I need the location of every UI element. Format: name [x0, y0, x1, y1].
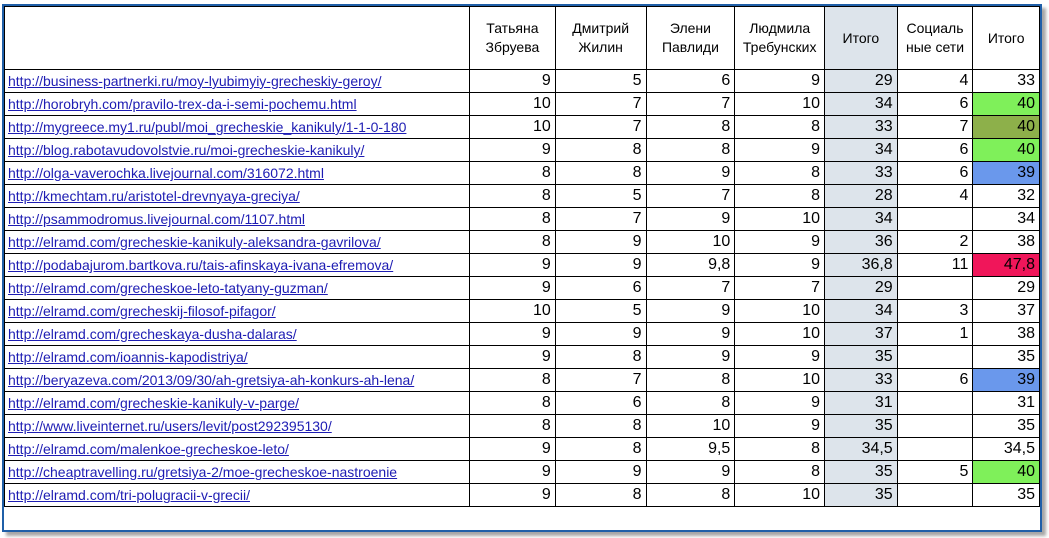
total-judges-cell[interactable]: 34 — [825, 208, 898, 231]
header-social[interactable]: Социаль ные сети — [897, 7, 973, 70]
table-row — [5, 139, 1040, 162]
total-final-cell[interactable]: 35 — [973, 484, 1040, 507]
score-trebunskih-cell[interactable]: 8 — [735, 116, 825, 139]
table-row — [5, 70, 1040, 93]
url-link[interactable]: http://beryazeva.com/2013/09/30/ah-gretsiya-ah-konkurs-ah-lena/ — [8, 372, 415, 388]
score-trebunskih-cell[interactable]: 10 — [735, 208, 825, 231]
total-judges-cell[interactable]: 36 — [825, 231, 898, 254]
total-final-cell[interactable]: 40 — [973, 461, 1040, 484]
score-zbrueva-cell[interactable]: 10 — [470, 93, 556, 116]
score-trebunskih-cell[interactable]: 9 — [735, 139, 825, 162]
scores-table — [4, 6, 1040, 507]
url-link[interactable]: http://elramd.com/grecheskie-kanikuly-v-parge/ — [8, 395, 300, 411]
url-cell[interactable] — [5, 438, 470, 461]
score-pavlidi-cell[interactable]: 9 — [646, 208, 735, 231]
url-cell[interactable] — [5, 484, 470, 507]
social-cell[interactable]: 4 — [897, 70, 973, 93]
score-trebunskih-cell[interactable]: 9 — [735, 392, 825, 415]
url-cell[interactable] — [5, 139, 470, 162]
total-final-cell[interactable]: 33 — [973, 70, 1040, 93]
score-zhilin-cell[interactable]: 5 — [555, 70, 646, 93]
url-link[interactable]: http://elramd.com/grecheskie-kanikuly-aleksandra-gavrilova/ — [8, 234, 381, 250]
url-cell[interactable] — [5, 231, 470, 254]
score-zbrueva-cell[interactable]: 10 — [470, 300, 556, 323]
url-cell[interactable] — [5, 392, 470, 415]
url-link[interactable]: http://elramd.com/malenkoe-grecheskoe-leto/ — [8, 441, 289, 457]
score-pavlidi-cell[interactable]: 9,5 — [646, 438, 735, 461]
total-judges-cell[interactable]: 37 — [825, 323, 898, 346]
total-judges-cell[interactable]: 36,8 — [825, 254, 898, 277]
social-cell[interactable]: 4 — [897, 185, 973, 208]
score-zbrueva-cell[interactable]: 9 — [470, 277, 556, 300]
score-pavlidi-cell[interactable]: 9 — [646, 346, 735, 369]
score-trebunskih-cell[interactable]: 9 — [735, 70, 825, 93]
score-zhilin-cell[interactable]: 7 — [555, 116, 646, 139]
score-trebunskih-cell[interactable]: 7 — [735, 277, 825, 300]
total-final-cell[interactable]: 35 — [973, 346, 1040, 369]
score-trebunskih-cell[interactable]: 10 — [735, 323, 825, 346]
score-trebunskih-cell[interactable]: 10 — [735, 484, 825, 507]
score-pavlidi-cell[interactable]: 10 — [646, 415, 735, 438]
table-row — [5, 369, 1040, 392]
total-final-cell[interactable]: 38 — [973, 231, 1040, 254]
social-cell[interactable]: 6 — [897, 139, 973, 162]
table-row — [5, 392, 1040, 415]
total-final-cell[interactable]: 32 — [973, 185, 1040, 208]
score-zbrueva-cell[interactable]: 8 — [470, 369, 556, 392]
score-zbrueva-cell[interactable]: 8 — [470, 415, 556, 438]
total-judges-cell[interactable]: 31 — [825, 392, 898, 415]
score-pavlidi-cell[interactable]: 10 — [646, 231, 735, 254]
url-cell[interactable] — [5, 300, 470, 323]
score-zhilin-cell[interactable]: 7 — [555, 208, 646, 231]
table-row — [5, 93, 1040, 116]
score-zhilin-cell[interactable]: 5 — [555, 185, 646, 208]
total-judges-cell[interactable]: 29 — [825, 277, 898, 300]
social-cell[interactable]: 7 — [897, 116, 973, 139]
url-cell[interactable] — [5, 208, 470, 231]
table-row — [5, 254, 1040, 277]
score-zhilin-cell[interactable]: 8 — [555, 346, 646, 369]
url-link[interactable]: http://kmechtam.ru/aristotel-drevnyaya-greciya/ — [8, 188, 300, 204]
table-row — [5, 484, 1040, 507]
score-zbrueva-cell[interactable]: 8 — [470, 231, 556, 254]
score-trebunskih-cell[interactable]: 8 — [735, 438, 825, 461]
score-zbrueva-cell[interactable]: 9 — [470, 139, 556, 162]
score-zhilin-cell[interactable]: 8 — [555, 162, 646, 185]
total-final-cell[interactable]: 38 — [973, 323, 1040, 346]
social-cell[interactable] — [897, 277, 973, 300]
url-cell[interactable] — [5, 346, 470, 369]
social-cell[interactable]: 6 — [897, 162, 973, 185]
total-final-cell[interactable]: 35 — [973, 415, 1040, 438]
score-pavlidi-cell[interactable]: 6 — [646, 70, 735, 93]
url-link[interactable]: http://elramd.com/grecheskij-filosof-pifagor/ — [8, 303, 276, 319]
score-pavlidi-cell[interactable]: 7 — [646, 93, 735, 116]
url-link[interactable]: http://olga-vaverochka.livejournal.com/316072.html — [8, 165, 324, 181]
score-zhilin-cell[interactable]: 9 — [555, 254, 646, 277]
score-trebunskih-cell[interactable]: 10 — [735, 369, 825, 392]
social-cell[interactable]: 1 — [897, 323, 973, 346]
total-final-cell[interactable]: 40 — [973, 116, 1040, 139]
score-zbrueva-cell[interactable]: 10 — [470, 116, 556, 139]
table-row — [5, 323, 1040, 346]
url-link[interactable]: http://cheaptravelling.ru/gretsiya-2/moe-grecheskoe-nastroenie — [8, 464, 398, 480]
score-zbrueva-cell[interactable]: 9 — [470, 438, 556, 461]
social-cell[interactable] — [897, 392, 973, 415]
score-zhilin-cell[interactable]: 8 — [555, 415, 646, 438]
social-cell[interactable]: 6 — [897, 93, 973, 116]
score-pavlidi-cell[interactable]: 9 — [646, 323, 735, 346]
url-cell[interactable] — [5, 254, 470, 277]
header-row — [5, 7, 1040, 70]
score-zhilin-cell[interactable]: 8 — [555, 438, 646, 461]
total-judges-cell[interactable]: 34 — [825, 300, 898, 323]
score-zbrueva-cell[interactable]: 9 — [470, 70, 556, 93]
score-zbrueva-cell[interactable]: 8 — [470, 208, 556, 231]
url-link[interactable]: http://elramd.com/grecheskaya-dusha-dalaras/ — [8, 326, 297, 342]
total-judges-cell[interactable]: 33 — [825, 369, 898, 392]
score-trebunskih-cell[interactable]: 8 — [735, 461, 825, 484]
url-cell[interactable] — [5, 93, 470, 116]
score-trebunskih-cell[interactable]: 9 — [735, 415, 825, 438]
total-judges-cell[interactable]: 35 — [825, 461, 898, 484]
table-row — [5, 300, 1040, 323]
social-cell[interactable] — [897, 208, 973, 231]
url-link[interactable]: http://elramd.com/tri-polugracii-v-grecii/ — [8, 487, 250, 503]
table-row — [5, 438, 1040, 461]
total-judges-cell[interactable]: 33 — [825, 116, 898, 139]
total-final-cell[interactable]: 37 — [973, 300, 1040, 323]
social-cell[interactable] — [897, 415, 973, 438]
social-cell[interactable]: 2 — [897, 231, 973, 254]
score-trebunskih-cell[interactable]: 9 — [735, 346, 825, 369]
total-judges-cell[interactable]: 34,5 — [825, 438, 898, 461]
url-link[interactable]: http://elramd.com/ioannis-kapodistriya/ — [8, 349, 248, 365]
total-final-cell[interactable]: 47,8 — [973, 254, 1040, 277]
score-zbrueva-cell[interactable]: 9 — [470, 461, 556, 484]
score-trebunskih-cell[interactable]: 8 — [735, 162, 825, 185]
total-final-cell[interactable]: 29 — [973, 277, 1040, 300]
header-zhilin[interactable]: Дмитрий Жилин — [555, 7, 646, 70]
score-trebunskih-cell[interactable]: 8 — [735, 185, 825, 208]
score-pavlidi-cell[interactable]: 8 — [646, 139, 735, 162]
table-row — [5, 162, 1040, 185]
total-judges-cell[interactable]: 33 — [825, 162, 898, 185]
score-pavlidi-cell[interactable]: 9 — [646, 162, 735, 185]
url-cell[interactable] — [5, 369, 470, 392]
header-pavlidi[interactable]: Элени Павлиди — [646, 7, 735, 70]
score-pavlidi-cell[interactable]: 9,8 — [646, 254, 735, 277]
score-trebunskih-cell[interactable]: 9 — [735, 254, 825, 277]
total-judges-cell[interactable]: 35 — [825, 346, 898, 369]
url-link[interactable]: http://podabajurom.bartkova.ru/tais-afinskaya-ivana-efremova/ — [8, 257, 394, 273]
score-zbrueva-cell[interactable]: 8 — [470, 185, 556, 208]
url-cell[interactable] — [5, 277, 470, 300]
score-pavlidi-cell[interactable]: 9 — [646, 300, 735, 323]
total-judges-cell[interactable]: 34 — [825, 139, 898, 162]
table-row — [5, 415, 1040, 438]
url-link[interactable]: http://horobryh.com/pravilo-trex-da-i-semi-pochemu.html — [8, 96, 357, 112]
score-trebunskih-cell[interactable]: 10 — [735, 300, 825, 323]
header-url[interactable] — [5, 7, 470, 70]
score-zbrueva-cell[interactable]: 8 — [470, 162, 556, 185]
score-zhilin-cell[interactable]: 9 — [555, 231, 646, 254]
social-cell[interactable]: 5 — [897, 461, 973, 484]
url-cell[interactable] — [5, 185, 470, 208]
table-row — [5, 461, 1040, 484]
header-zbrueva[interactable]: Татьяна Збруева — [470, 7, 556, 70]
total-final-cell[interactable]: 40 — [973, 139, 1040, 162]
table-row — [5, 346, 1040, 369]
score-zhilin-cell[interactable]: 6 — [555, 277, 646, 300]
total-judges-cell[interactable]: 34 — [825, 93, 898, 116]
total-judges-cell[interactable]: 35 — [825, 415, 898, 438]
score-pavlidi-cell[interactable]: 9 — [646, 461, 735, 484]
total-final-cell[interactable]: 34,5 — [973, 438, 1040, 461]
spreadsheet-frame — [2, 4, 1042, 532]
social-cell[interactable] — [897, 438, 973, 461]
url-cell[interactable] — [5, 162, 470, 185]
score-trebunskih-cell[interactable]: 10 — [735, 93, 825, 116]
url-cell[interactable] — [5, 70, 470, 93]
score-pavlidi-cell[interactable]: 8 — [646, 116, 735, 139]
url-link[interactable]: http://www.liveinternet.ru/users/levit/post292395130/ — [8, 418, 332, 434]
score-zhilin-cell[interactable]: 9 — [555, 323, 646, 346]
score-zbrueva-cell[interactable]: 9 — [470, 484, 556, 507]
total-final-cell[interactable]: 40 — [973, 93, 1040, 116]
total-judges-cell[interactable]: 35 — [825, 484, 898, 507]
url-cell[interactable] — [5, 415, 470, 438]
score-pavlidi-cell[interactable]: 8 — [646, 484, 735, 507]
score-zbrueva-cell[interactable]: 9 — [470, 346, 556, 369]
score-trebunskih-cell[interactable]: 9 — [735, 231, 825, 254]
score-zbrueva-cell[interactable]: 9 — [470, 254, 556, 277]
url-link[interactable]: http://mygreece.my1.ru/publ/moi_grecheskie_kanikuly/1-1-0-180 — [8, 119, 407, 135]
social-cell[interactable]: 6 — [897, 369, 973, 392]
table-row — [5, 185, 1040, 208]
total-final-cell[interactable]: 39 — [973, 369, 1040, 392]
score-zhilin-cell[interactable]: 8 — [555, 484, 646, 507]
url-cell[interactable] — [5, 461, 470, 484]
table-row — [5, 116, 1040, 139]
social-cell[interactable] — [897, 346, 973, 369]
score-pavlidi-cell[interactable]: 7 — [646, 277, 735, 300]
total-judges-cell[interactable]: 28 — [825, 185, 898, 208]
total-final-cell[interactable]: 39 — [973, 162, 1040, 185]
score-zhilin-cell[interactable]: 9 — [555, 461, 646, 484]
header-total-final[interactable]: Итого — [973, 7, 1040, 70]
total-final-cell[interactable]: 34 — [973, 208, 1040, 231]
score-pavlidi-cell[interactable]: 8 — [646, 392, 735, 415]
table-row — [5, 277, 1040, 300]
social-cell[interactable] — [897, 484, 973, 507]
table-row — [5, 231, 1040, 254]
header-total-judges[interactable]: Итого — [825, 7, 898, 70]
score-zhilin-cell[interactable]: 7 — [555, 369, 646, 392]
score-pavlidi-cell[interactable]: 7 — [646, 185, 735, 208]
url-link[interactable]: http://blog.rabotavudovolstvie.ru/moi-grecheskie-kanikuly/ — [8, 142, 365, 158]
score-zhilin-cell[interactable]: 8 — [555, 139, 646, 162]
url-link[interactable]: http://elramd.com/grecheskoe-leto-tatyany-guzman/ — [8, 280, 328, 296]
url-link[interactable]: http://psammodromus.livejournal.com/1107.html — [8, 211, 305, 227]
score-zbrueva-cell[interactable]: 9 — [470, 323, 556, 346]
score-zhilin-cell[interactable]: 7 — [555, 93, 646, 116]
url-cell[interactable] — [5, 323, 470, 346]
score-zhilin-cell[interactable]: 5 — [555, 300, 646, 323]
table-row — [5, 208, 1040, 231]
score-zbrueva-cell[interactable]: 8 — [470, 392, 556, 415]
total-judges-cell[interactable]: 29 — [825, 70, 898, 93]
url-cell[interactable] — [5, 116, 470, 139]
total-final-cell[interactable]: 31 — [973, 392, 1040, 415]
header-trebunskih[interactable]: Людмила Требунских — [735, 7, 825, 70]
score-zhilin-cell[interactable]: 6 — [555, 392, 646, 415]
score-pavlidi-cell[interactable]: 8 — [646, 369, 735, 392]
social-cell[interactable]: 11 — [897, 254, 973, 277]
social-cell[interactable]: 3 — [897, 300, 973, 323]
url-link[interactable]: http://business-partnerki.ru/moy-lyubimyiy-grecheskiy-geroy/ — [8, 73, 382, 89]
